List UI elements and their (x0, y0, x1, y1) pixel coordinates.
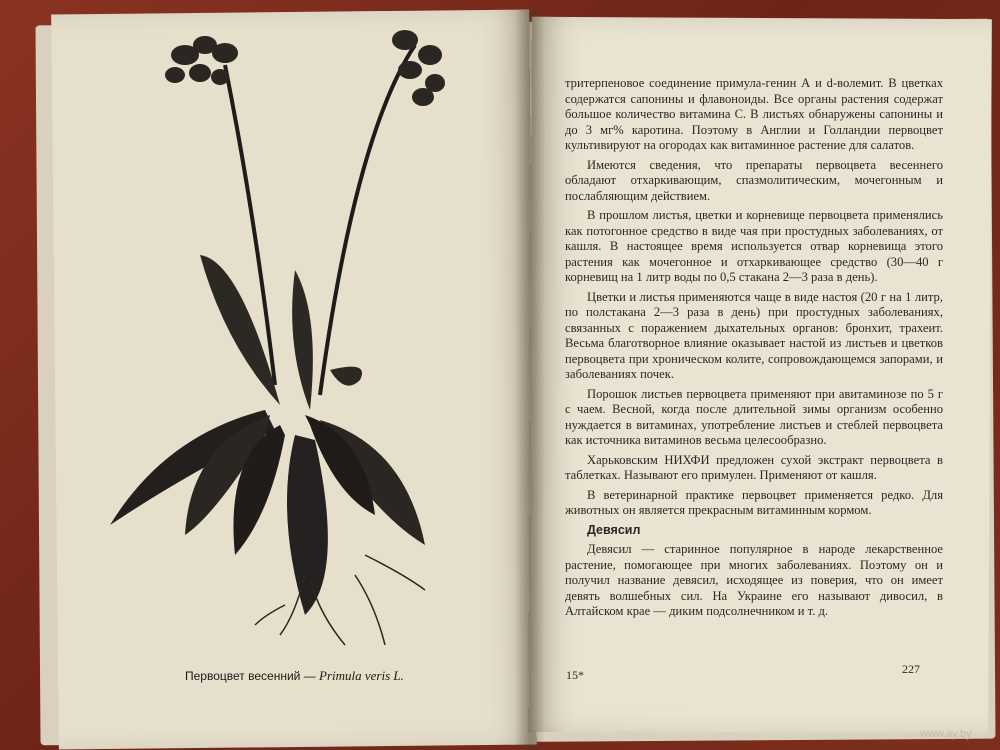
paragraph: тритерпеновое соединение примула-генин А и d-волемит. В цветках содержатся сапонины и флавоноиды. Все органы растения содержат большое количество витамина С. В листьях обнаружены сапонины и до 3 мг% каротина. Поэтому в Англии и Голландии первоцвет культивируют на огородах как витаминное растение для салатов. (565, 76, 943, 152)
book-spine-shadow (515, 10, 545, 750)
page-number: 227 (902, 662, 920, 676)
paragraph: В прошлом листья, цветки и корневище первоцвета применялись как потогонное средство в виде чая при простудных заболеваниях, от кашля. В настоящее время используется отвар корневища этого растения как мочегонное и отхаркивающее средство (30—40 г корневищ на 1 литр воды по 0,5 стакана 2—3 раза в день). (565, 208, 943, 284)
signature-mark: 15* (566, 668, 584, 682)
paragraph: Имеются сведения, что препараты первоцвета весеннего обладают отхаркивающим, спазмолитическим, мочегонным и послабляющим действием. (565, 157, 943, 203)
illustration-caption (185, 668, 404, 684)
caption-russian: Первоцвет весенний — (185, 669, 320, 683)
section-paragraph: Девясил — старинное популярное в народе лекарственное растение, помогающее при многих заболеваниях. Поэтому он и получил название девясил, исходящее из поверия, что он имеет девять волшебных сил. На Украине его называют дивосил, в Алтайском крае — диким подсолнечником и т. д. (565, 542, 943, 618)
paragraph: В ветеринарной практике первоцвет применяется редко. Для животных он является прекрасным витаминным кормом. (565, 487, 943, 517)
primrose-illustration (105, 15, 445, 655)
watermark: www.ay.by (920, 728, 972, 740)
paragraph: Порошок листьев первоцвета применяют при авитаминозе по 5 г с чаем. Весной, когда после длительной зимы организм особенно нуждается в витаминах, употребление листьев и стеблей первоцвета как источника витаминов весьма целесообразно. (565, 386, 943, 447)
paragraph: Харьковским НИХФИ предложен сухой экстракт первоцвета в таблетках. Называют его примулен. Применяют от кашля. (565, 452, 943, 482)
section-title: Девясил (587, 522, 641, 537)
right-page-text (565, 76, 943, 624)
paragraph: Цветки и листья применяются чаще в виде настоя (20 г на 1 литр, по полстакана 2—3 раза в день) при простудных заболеваниях, связанных с поражением дыхательных органов: бронхит, трахеит. Весьма благотворное влияние оказывает настой из листьев и цветков первоцвета при хроническом колите, сопровождающемся запорами, и заболеваниях почек. (565, 289, 943, 381)
caption-latin: Primula veris L. (319, 668, 404, 683)
